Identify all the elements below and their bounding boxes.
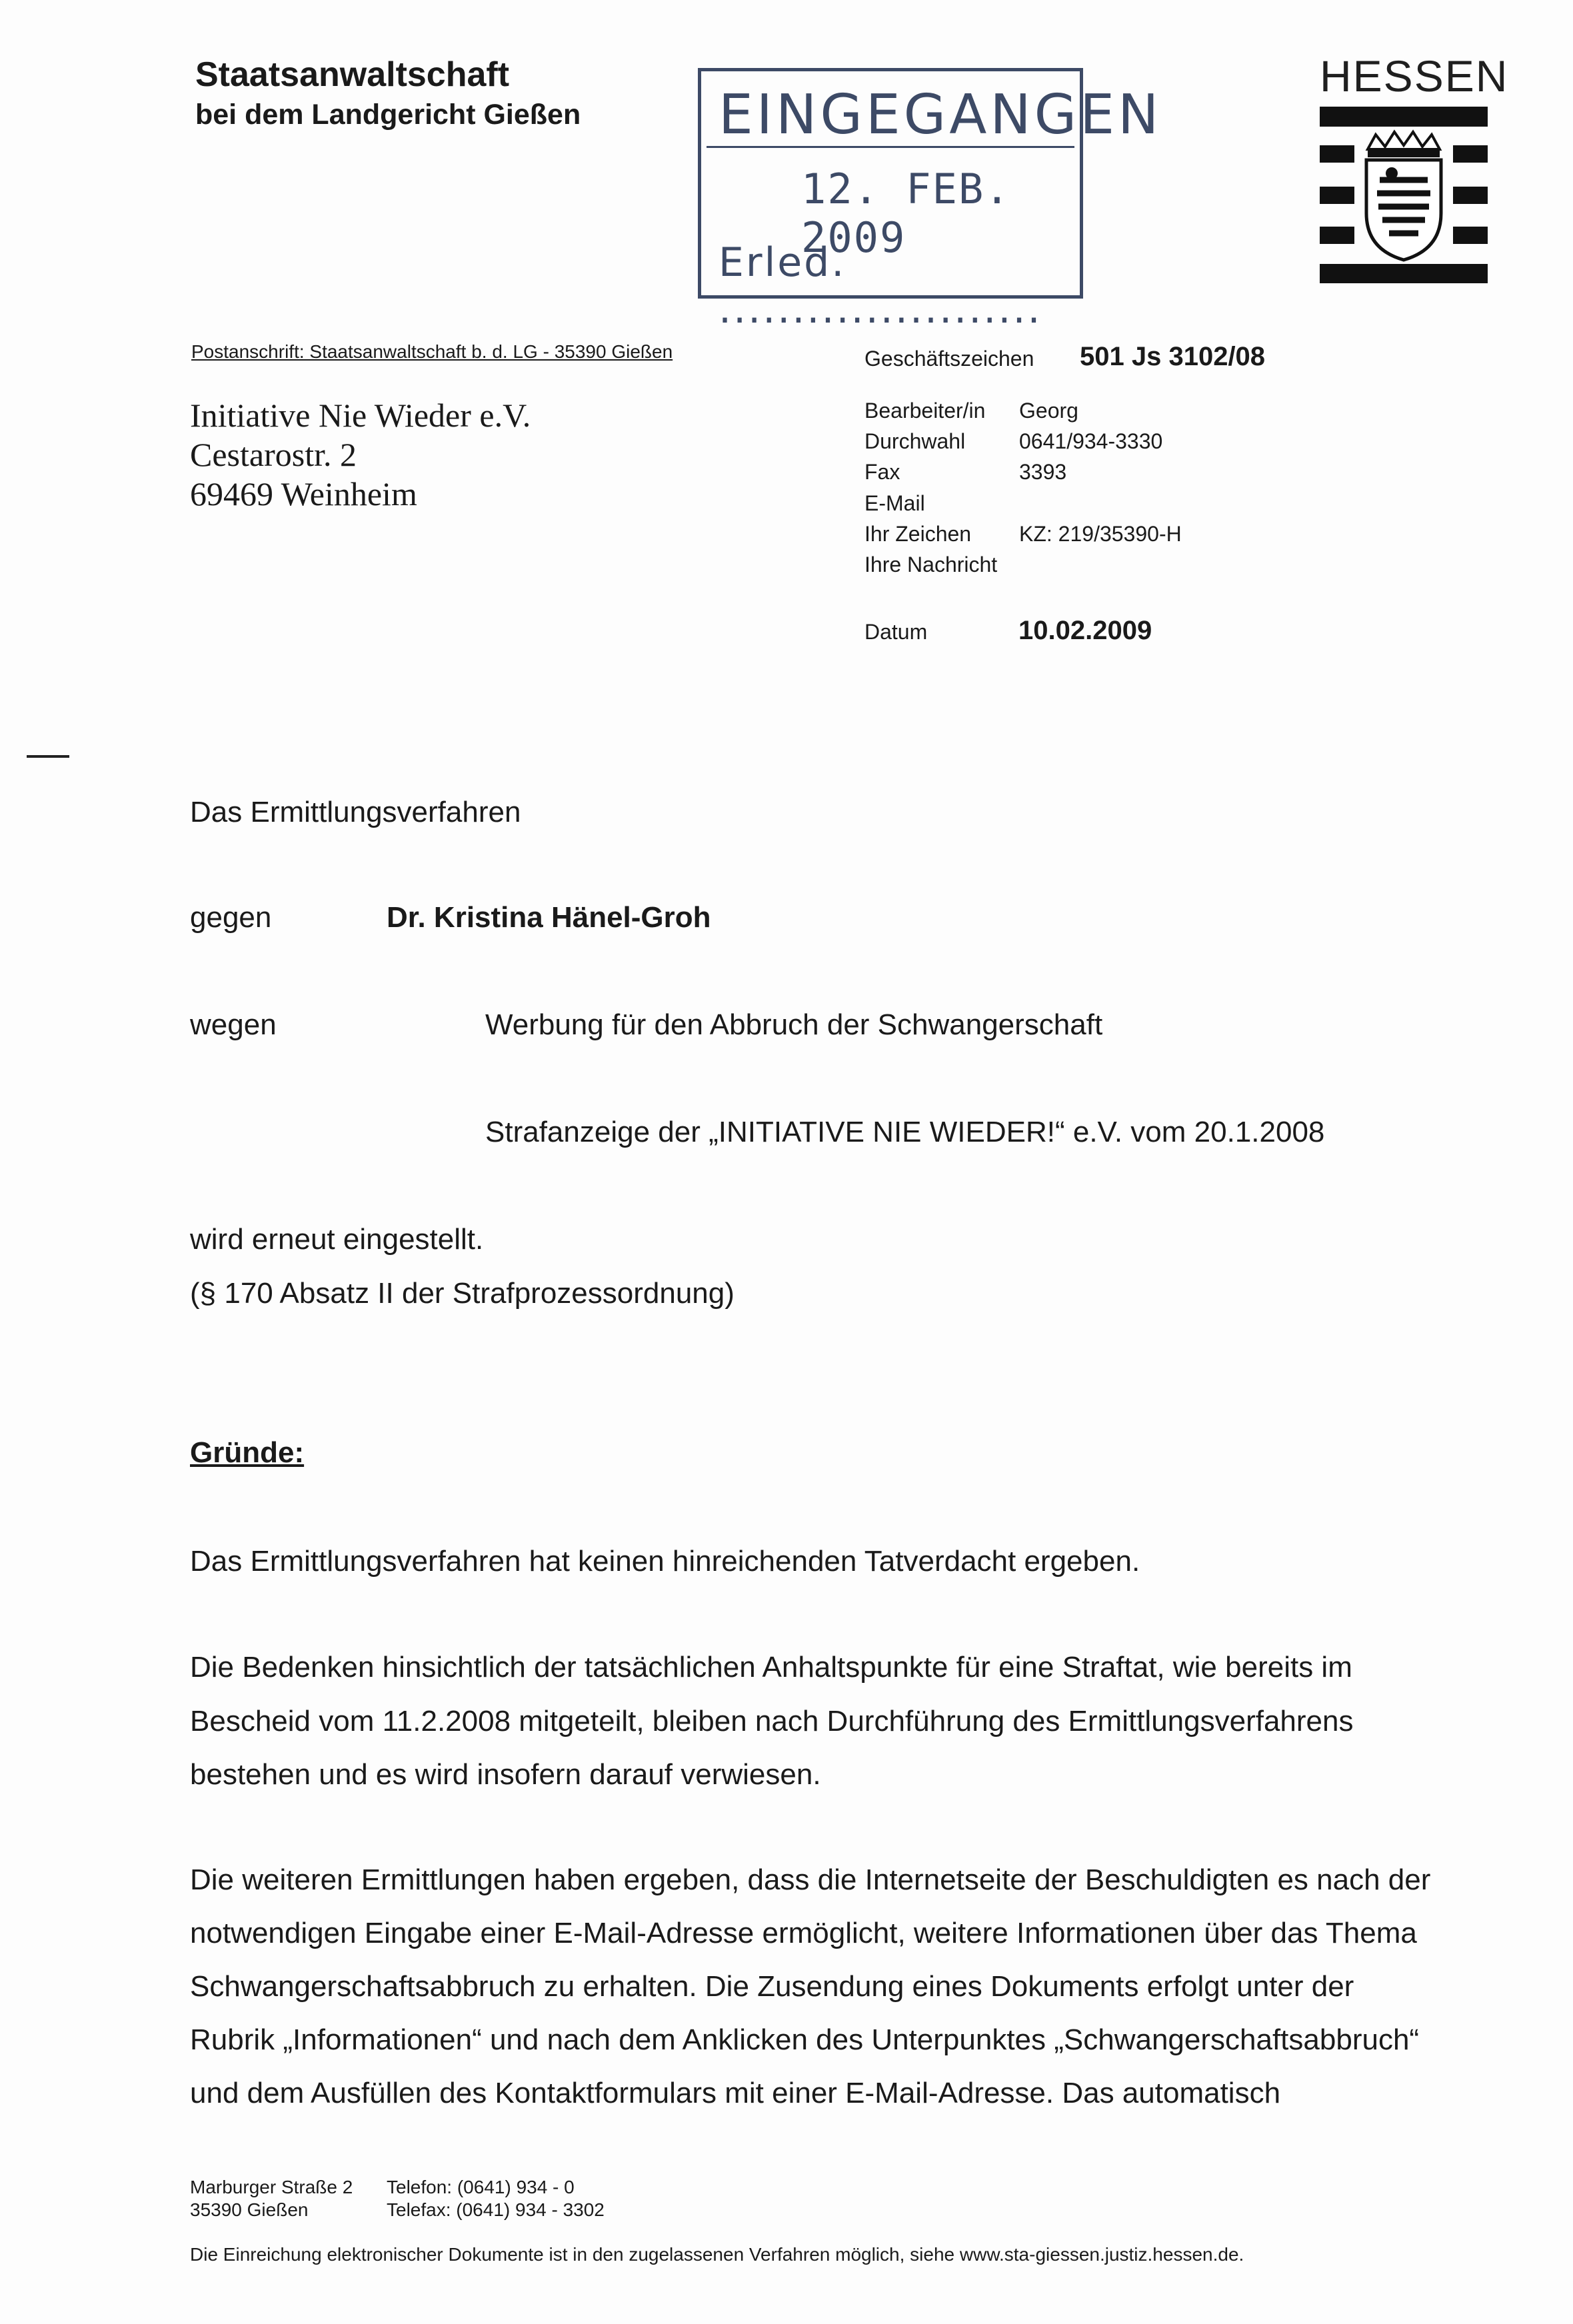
your-reference-label: Ihr Zeichen	[864, 522, 972, 546]
email-label: E-Mail	[864, 491, 925, 515]
direct-dial-label: Durchwahl	[864, 429, 966, 453]
reasons-paragraph-1: Das Ermittlungsverfahren hat keinen hinreichenden Tatverdacht ergeben.	[190, 1545, 1140, 1578]
criminal-complaint: Strafanzeige der „INITIATIVE NIE WIEDER!“ e.V. vom 20.1.2008	[485, 1116, 1325, 1148]
footer-phone: Telefon: (0641) 934 - 0	[387, 2177, 575, 2197]
charge-value: Werbung für den Abbruch der Schwangerschaft	[485, 1008, 1103, 1041]
legal-basis-line: (§ 170 Absatz II der Strafprozessordnung)	[190, 1277, 735, 1310]
reasons-paragraph-3-line: Schwangerschaftsabbruch zu erhalten. Die Zusendung eines Dokuments erfolgt unter der	[190, 1970, 1354, 2003]
stamp-divider	[707, 146, 1074, 148]
your-reference-value: KZ: 219/35390-H	[1019, 522, 1182, 546]
stamp-erled: Erled. ......................	[719, 239, 1042, 333]
clerk-label: Bearbeiter/in	[864, 399, 986, 423]
charge-label: wegen	[190, 1008, 277, 1041]
subject-intro: Das Ermittlungsverfahren	[190, 796, 521, 828]
reasons-paragraph-3-line: Die weiteren Ermittlungen haben ergeben, dass die Internetseite der Beschuldigten es nach der	[190, 1863, 1431, 1896]
received-stamp	[698, 68, 1162, 333]
footer-city: 35390 Gießen	[190, 2199, 309, 2220]
recipient-city: 69469 Weinheim	[190, 475, 417, 513]
decision-line: wird erneut eingestellt.	[190, 1223, 484, 1256]
recipient-name: Initiative Nie Wieder e.V.	[190, 397, 531, 434]
recipient-street: Cestarostr. 2	[190, 436, 357, 473]
fold-mark	[27, 755, 69, 758]
fax-value: 3393	[1019, 460, 1067, 484]
sender-office-name: Staatsanwaltschaft	[195, 55, 510, 94]
reasons-paragraph-3-line: Rubrik „Informationen“ und nach dem Anklicken des Unterpunktes „Schwangerschaftsabbruch“	[190, 2023, 1420, 2056]
footer-electronic-notice: Die Einreichung elektronischer Dokumente ist in den zugelassenen Verfahren möglich, siehe www.sta-giessen.justiz.hessen.de.	[190, 2244, 1244, 2265]
fax-label: Fax	[864, 460, 900, 484]
reasons-paragraph-2-line: bestehen und es wird insofern darauf verwiesen.	[190, 1758, 821, 1791]
reference-number-value: 501 Js 3102/08	[1080, 342, 1266, 371]
your-message-label: Ihre Nachricht	[864, 553, 998, 577]
against-label: gegen	[190, 901, 272, 934]
reasons-paragraph-3-line: notwendigen Eingabe einer E-Mail-Adresse ermöglicht, weitere Informationen über das Thema	[190, 1917, 1417, 1949]
stamp-title: EINGEGANGEN	[719, 83, 1162, 147]
hessen-wordmark: HESSEN	[1320, 51, 1509, 101]
date-label: Datum	[864, 620, 928, 644]
accused-name: Dr. Kristina Hänel-Groh	[387, 901, 711, 934]
direct-dial-value: 0641/934-3330	[1019, 429, 1163, 453]
footer-fax: Telefax: (0641) 934 - 3302	[387, 2199, 605, 2220]
date-value: 10.02.2009	[1018, 616, 1152, 645]
clerk-value: Georg	[1019, 399, 1078, 423]
reference-number-label: Geschäftszeichen	[864, 347, 1034, 371]
footer-street: Marburger Straße 2	[190, 2177, 353, 2197]
reasons-paragraph-2-line: Die Bedenken hinsichtlich der tatsächlichen Anhaltspunkte für eine Straftat, wie bereits im	[190, 1651, 1352, 1684]
reasons-paragraph-3-line: und dem Ausfüllen des Kontaktformulars mit einer E-Mail-Adresse. Das automatisch	[190, 2077, 1281, 2109]
reasons-paragraph-2-line: Bescheid vom 11.2.2008 mitgeteilt, bleiben nach Durchführung des Ermittlungsverfahrens	[190, 1705, 1354, 1738]
sender-office-court: bei dem Landgericht Gießen	[195, 99, 581, 131]
hessen-coat-of-arms-icon	[1320, 107, 1488, 283]
postal-address-line: Postanschrift: Staatsanwaltschaft b. d. LG - 35390 Gießen	[191, 341, 673, 362]
reasons-heading: Gründe:	[190, 1436, 305, 1469]
stamp-date: 12. FEB. 2009	[801, 165, 1011, 262]
